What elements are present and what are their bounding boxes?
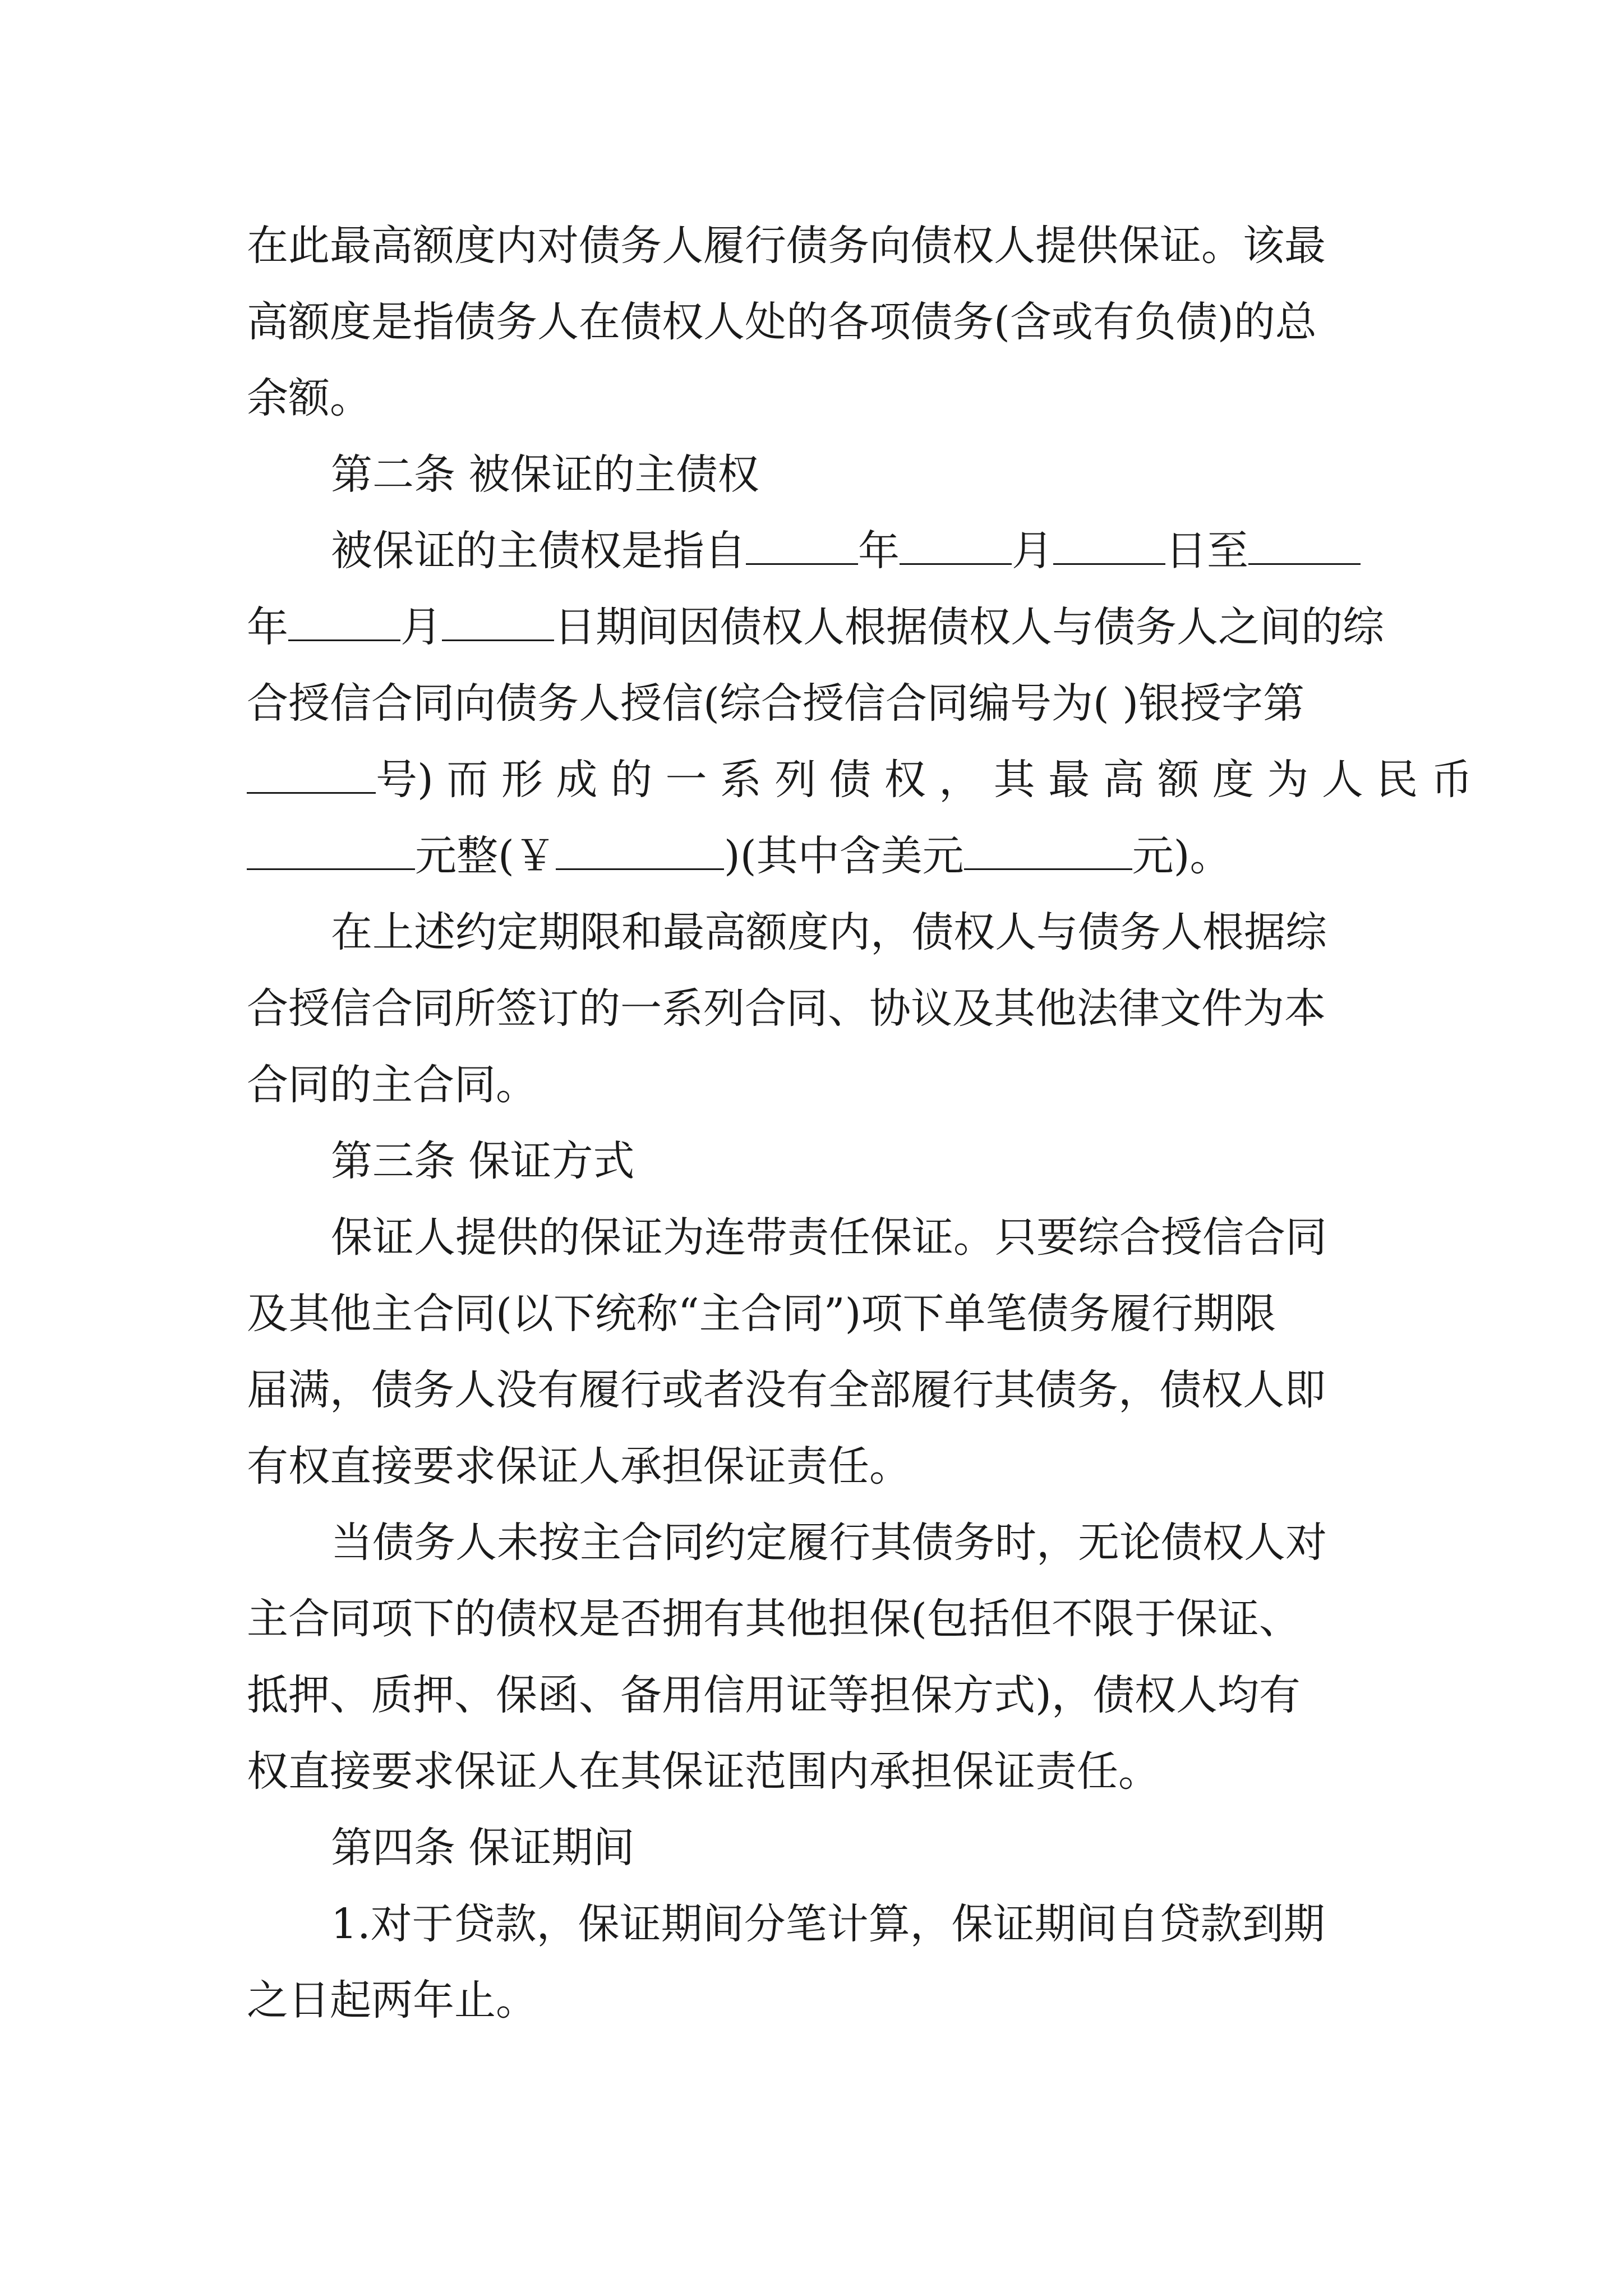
text-line: 届满，债务人没有履行或者没有全部履行其债务，债权人即	[247, 1366, 1326, 1414]
fill-blank-end-month[interactable]	[288, 595, 400, 641]
text-line	[247, 589, 1384, 665]
fill-blank-end-day[interactable]	[442, 595, 554, 641]
text-segment: 被保证的主债权是指自	[331, 527, 746, 575]
text-line: 抵押、质押、保函、备用信用证等担保方式)，债权人均有	[247, 1671, 1301, 1719]
text-line: 合同的主合同。	[247, 1061, 537, 1109]
text-line: 余额。	[247, 374, 371, 422]
text-segment: 年	[247, 603, 288, 651]
paragraph-guarantee-amount	[247, 208, 1380, 436]
article-3-heading: 第三条 保证方式	[331, 1137, 635, 1185]
text-line: 之日起两年止。	[247, 1976, 537, 2024]
fill-blank-amount-words[interactable]	[247, 823, 415, 870]
text-line: 当债务人未按主合同约定履行其债务时，无论债权人对	[331, 1519, 1327, 1567]
paragraph-guarantee-period	[247, 1886, 1380, 2039]
text-line: 合授信合同向债务人授信(综合授信合同编号为( )银授字第	[247, 679, 1305, 728]
text-line: 及其他主合同(以下统称“主合同”)项下单笔债务履行期限	[247, 1290, 1276, 1338]
contract-body	[247, 208, 1473, 2039]
text-line: 在上述约定期限和最高额度内，债权人与债务人根据综	[331, 908, 1327, 956]
text-segment: 月	[400, 603, 442, 651]
text-segment: 月	[1012, 527, 1053, 575]
text-line: 高额度是指债务人在债权人处的各项债务(含或有负债)的总	[247, 298, 1317, 346]
text-line	[247, 742, 1473, 818]
article-2-heading: 第二条 被保证的主债权	[331, 450, 759, 499]
fill-blank-start-day[interactable]	[1053, 518, 1165, 565]
text-segment: 元)。	[1132, 832, 1232, 880]
text-line	[247, 818, 1380, 894]
fill-blank-end-year[interactable]	[1248, 518, 1361, 565]
text-segment: 元整(￥	[415, 832, 556, 880]
text-line: 保证人提供的保证为连带责任保证。只要综合授信合同	[331, 1213, 1327, 1262]
paragraph-main-contract	[247, 894, 1380, 1123]
fill-blank-start-year[interactable]	[746, 518, 858, 565]
fill-blank-usd-amount[interactable]	[964, 823, 1132, 870]
paragraph-guarantee-method	[247, 1199, 1380, 1504]
paragraph-principal-claim	[247, 513, 1473, 894]
paragraph-direct-claim	[247, 1504, 1380, 1810]
text-line: 在此最高额度内对债务人履行债务向债权人提供保证。该最	[247, 222, 1326, 270]
text-line: 合授信合同所签订的一系列合同、协议及其他法律文件为本	[247, 984, 1326, 1033]
text-segment: 年	[858, 527, 900, 575]
fill-blank-contract-number[interactable]	[247, 747, 376, 794]
article-4-heading: 第四条 保证期间	[331, 1824, 635, 1872]
text-line	[247, 513, 1380, 589]
text-line: 有权直接要求保证人承担保证责任。	[247, 1442, 911, 1490]
text-segment: 日至	[1165, 527, 1248, 575]
fill-blank-start-month[interactable]	[900, 518, 1012, 565]
fill-blank-amount-figures[interactable]	[556, 823, 724, 870]
text-line: 1.对于贷款，保证期间分笔计算，保证期间自贷款到期	[331, 1900, 1325, 1948]
text-segment: 号) 而 形 成 的 一 系 列 债 权 ， 其 最 高 额 度 为 人 民 币	[376, 756, 1473, 804]
text-line: 权直接要求保证人在其保证范围内承担保证责任。	[247, 1747, 1160, 1796]
text-segment: )(其中含美元	[723, 832, 964, 880]
text-segment: 日期间因债权人根据债权人与债务人之间的综	[554, 603, 1384, 651]
text-line: 主合同项下的债权是否拥有其他担保(包括但不限于保证、	[247, 1595, 1301, 1643]
